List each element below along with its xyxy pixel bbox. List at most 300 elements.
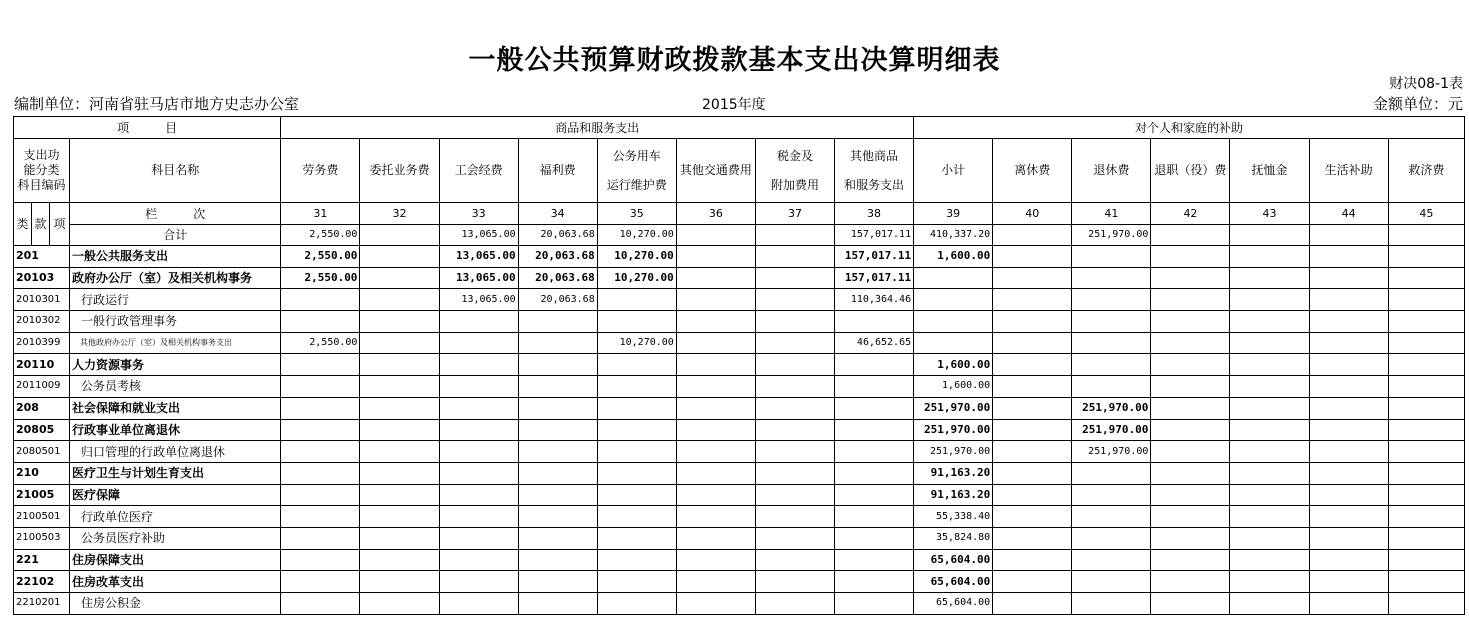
subject-name: 住房公积金: [70, 593, 281, 615]
amount-cell: [1230, 462, 1309, 484]
subject-name: 医疗卫生与计划生育支出: [70, 462, 281, 484]
column-header: [281, 139, 360, 203]
amount-cell: 157,017.11: [835, 267, 914, 289]
amount-cell: [597, 549, 676, 571]
reporting-organization: 编制单位：河南省驻马店市地方史志办公室: [14, 95, 300, 113]
column-header-line-1: 公务用车: [612, 148, 661, 163]
amount-cell: [1309, 246, 1388, 268]
amount-cell: [1230, 571, 1309, 593]
subject-code: 20103: [14, 267, 70, 289]
amount-cell: 2,550.00: [281, 332, 360, 354]
amount-cell: [360, 289, 439, 311]
amount-cell: [597, 571, 676, 593]
amount-cell: [755, 246, 834, 268]
amount-cell: [1388, 354, 1464, 376]
amount-cell: [518, 462, 597, 484]
amount-cell: [360, 549, 439, 571]
amount-cell: [518, 397, 597, 419]
amount-cell: [597, 419, 676, 441]
amount-cell: [1072, 506, 1151, 528]
amount-cell: [1151, 376, 1230, 398]
amount-cell: [1230, 311, 1309, 333]
amount-cell: [360, 506, 439, 528]
column-number: 34: [518, 203, 597, 225]
column-number: 45: [1388, 203, 1464, 225]
amount-cell: [597, 506, 676, 528]
amount-cell: [835, 441, 914, 463]
amount-cell: [1388, 376, 1464, 398]
amount-cell: [439, 441, 518, 463]
amount-cell: 65,604.00: [914, 571, 993, 593]
subject-code: 210: [14, 462, 70, 484]
kuan-header: 款: [32, 203, 50, 246]
subject-code: 208: [14, 397, 70, 419]
column-header-line-1: 税金及: [776, 148, 813, 163]
amount-cell: [518, 527, 597, 549]
function-code-header: [14, 139, 70, 203]
amount-cell: [1388, 484, 1464, 506]
amount-cell: [676, 527, 755, 549]
amount-cell: [1388, 419, 1464, 441]
amount-cell: 10,270.00: [597, 246, 676, 268]
amount-cell: 65,604.00: [914, 593, 993, 615]
amount-cell: [1230, 376, 1309, 398]
amount-cell: [755, 419, 834, 441]
amount-cell: [676, 289, 755, 311]
amount-cell: [1230, 527, 1309, 549]
amount-cell: [835, 397, 914, 419]
subject-code: 2010301: [14, 289, 70, 311]
amount-cell: [360, 267, 439, 289]
column-header: [1072, 139, 1151, 203]
column-header-line-1: 工会经费: [454, 163, 503, 177]
column-header-line-1: 委托业务费: [369, 163, 430, 177]
amount-cell: [281, 441, 360, 463]
amount-cell: [1151, 462, 1230, 484]
subject-name: 一般行政管理事务: [70, 311, 281, 333]
subject-name: 住房改革支出: [70, 571, 281, 593]
amount-cell: [676, 441, 755, 463]
amount-cell: [1309, 311, 1388, 333]
amount-cell: [676, 311, 755, 333]
column-header-spacer: [837, 164, 911, 178]
column-header-spacer: [758, 164, 832, 178]
subject-code: 221: [14, 549, 70, 571]
column-header: [518, 139, 597, 203]
column-index-label: 栏 次: [70, 203, 281, 225]
amount-cell: [914, 311, 993, 333]
column-header-spacer: [600, 164, 674, 178]
subject-code: 22102: [14, 571, 70, 593]
amount-cell: [281, 397, 360, 419]
amount-cell: [1230, 549, 1309, 571]
amount-cell: [281, 549, 360, 571]
amount-cell: [755, 267, 834, 289]
column-number: 35: [597, 203, 676, 225]
amount-cell: [360, 441, 439, 463]
amount-cell: [1309, 484, 1388, 506]
amount-cell: [755, 441, 834, 463]
amount-cell: [835, 571, 914, 593]
amount-cell: [281, 311, 360, 333]
amount-cell: 10,270.00: [597, 332, 676, 354]
amount-cell: [1230, 397, 1309, 419]
column-header: [835, 139, 914, 203]
column-number: 37: [755, 203, 834, 225]
amount-cell: [597, 527, 676, 549]
amount-cell: 46,652.65: [835, 332, 914, 354]
amount-cell: [597, 289, 676, 311]
amount-cell: [755, 506, 834, 528]
column-header: [755, 139, 834, 203]
column-number: 44: [1309, 203, 1388, 225]
amount-cell: [1072, 484, 1151, 506]
amount-cell: [755, 289, 834, 311]
column-header: [1309, 139, 1388, 203]
amount-cell: [1230, 354, 1309, 376]
amount-cell: [360, 332, 439, 354]
subject-code: 2210201: [14, 593, 70, 615]
column-header: [1151, 139, 1230, 203]
amount-cell: [439, 311, 518, 333]
xiang-header: 项: [50, 203, 70, 246]
amount-cell: [1388, 527, 1464, 549]
amount-cell: [676, 246, 755, 268]
amount-cell: [360, 484, 439, 506]
amount-cell: 157,017.11: [835, 246, 914, 268]
subject-name-header: 科目名称: [70, 139, 281, 203]
amount-unit: 金额单位：元: [1372, 95, 1463, 113]
amount-cell: [1309, 289, 1388, 311]
amount-cell: [1072, 571, 1151, 593]
amount-cell: [439, 549, 518, 571]
amount-cell: [993, 419, 1072, 441]
amount-cell: [1072, 376, 1151, 398]
amount-cell: [835, 462, 914, 484]
column-number: 33: [439, 203, 518, 225]
amount-cell: [1230, 506, 1309, 528]
amount-cell: [1388, 332, 1464, 354]
amount-cell: 55,338.40: [914, 506, 993, 528]
amount-cell: [281, 354, 360, 376]
total-cell: [676, 225, 755, 246]
amount-cell: [676, 397, 755, 419]
amount-cell: [1230, 593, 1309, 615]
amount-cell: [676, 549, 755, 571]
amount-cell: [1230, 484, 1309, 506]
amount-cell: [1151, 289, 1230, 311]
amount-cell: [1309, 441, 1388, 463]
amount-cell: [1072, 549, 1151, 571]
amount-cell: [281, 593, 360, 615]
amount-cell: [1072, 593, 1151, 615]
amount-cell: [1151, 311, 1230, 333]
amount-cell: [1072, 354, 1151, 376]
table-row: [14, 441, 1465, 463]
code-label-line-3: 科目编码: [17, 178, 66, 192]
amount-cell: 20,063.68: [518, 267, 597, 289]
subject-name: 住房保障支出: [70, 549, 281, 571]
column-header: [676, 139, 755, 203]
table-row: [14, 419, 1465, 441]
column-number: 36: [676, 203, 755, 225]
amount-cell: [676, 332, 755, 354]
amount-cell: [518, 376, 597, 398]
amount-cell: [1072, 462, 1151, 484]
amount-cell: 1,600.00: [914, 354, 993, 376]
amount-cell: [439, 506, 518, 528]
total-cell: [360, 225, 439, 246]
column-number: 38: [835, 203, 914, 225]
amount-cell: [518, 311, 597, 333]
amount-cell: [597, 354, 676, 376]
amount-cell: 20,063.68: [518, 289, 597, 311]
amount-cell: 251,970.00: [914, 419, 993, 441]
amount-cell: [1151, 441, 1230, 463]
amount-cell: [1388, 462, 1464, 484]
amount-cell: 13,065.00: [439, 267, 518, 289]
column-number: 43: [1230, 203, 1309, 225]
column-header-line-2: 运行维护费: [606, 177, 667, 192]
amount-cell: [993, 246, 1072, 268]
subject-code: 21005: [14, 484, 70, 506]
amount-cell: [281, 289, 360, 311]
amount-cell: [914, 289, 993, 311]
column-header-line-1: 抚恤金: [1251, 163, 1288, 177]
table-row: [14, 246, 1465, 268]
table-row: [14, 289, 1465, 311]
amount-cell: 13,065.00: [439, 246, 518, 268]
amount-cell: 251,970.00: [1072, 419, 1151, 441]
column-number: 32: [360, 203, 439, 225]
amount-cell: [518, 506, 597, 528]
amount-cell: [1388, 593, 1464, 615]
amount-cell: [439, 571, 518, 593]
amount-cell: 10,270.00: [597, 267, 676, 289]
amount-cell: 13,065.00: [439, 289, 518, 311]
amount-cell: [676, 462, 755, 484]
total-cell: 13,065.00: [439, 225, 518, 246]
amount-cell: [755, 593, 834, 615]
amount-cell: [993, 441, 1072, 463]
amount-cell: 91,163.20: [914, 462, 993, 484]
amount-cell: [1309, 571, 1388, 593]
amount-cell: [676, 376, 755, 398]
column-header: [439, 139, 518, 203]
amount-cell: [993, 571, 1072, 593]
subject-name: 人力资源事务: [70, 354, 281, 376]
amount-cell: [1309, 506, 1388, 528]
amount-cell: [281, 376, 360, 398]
table-row: [14, 571, 1465, 593]
table-row: [14, 527, 1465, 549]
table-row: [14, 593, 1465, 615]
subject-code: 20805: [14, 419, 70, 441]
amount-cell: [1309, 354, 1388, 376]
amount-cell: [597, 311, 676, 333]
amount-cell: [439, 462, 518, 484]
amount-cell: [439, 354, 518, 376]
amount-cell: [1151, 593, 1230, 615]
amount-cell: [993, 549, 1072, 571]
subject-code: 20110: [14, 354, 70, 376]
amount-cell: [755, 397, 834, 419]
amount-cell: [597, 376, 676, 398]
code-label-line-1: 支出功: [23, 148, 60, 162]
amount-cell: [1151, 354, 1230, 376]
amount-cell: [1388, 311, 1464, 333]
amount-cell: [1072, 246, 1151, 268]
amount-cell: [676, 593, 755, 615]
amount-cell: [1230, 332, 1309, 354]
total-cell: 20,063.68: [518, 225, 597, 246]
subject-code: 2100503: [14, 527, 70, 549]
amount-cell: [835, 549, 914, 571]
amount-cell: [1151, 506, 1230, 528]
amount-cell: [1309, 397, 1388, 419]
amount-cell: [518, 354, 597, 376]
total-label: 合计: [70, 225, 281, 246]
total-cell: [993, 225, 1072, 246]
column-header-line-1: 救济费: [1408, 163, 1445, 177]
amount-cell: [1309, 462, 1388, 484]
amount-cell: [518, 419, 597, 441]
amount-cell: [1309, 549, 1388, 571]
amount-cell: [1388, 246, 1464, 268]
amount-cell: [360, 527, 439, 549]
amount-cell: [1309, 267, 1388, 289]
subject-name: 政府办公厅（室）及相关机构事务: [70, 267, 281, 289]
amount-cell: [835, 376, 914, 398]
amount-cell: [360, 462, 439, 484]
amount-cell: [1151, 527, 1230, 549]
amount-cell: [281, 571, 360, 593]
total-cell: 2,550.00: [281, 225, 360, 246]
subject-name: 公务员医疗补助: [70, 527, 281, 549]
amount-cell: [1388, 289, 1464, 311]
amount-cell: 110,364.46: [835, 289, 914, 311]
report-title: 一般公共预算财政拨款基本支出决算明细表: [468, 45, 1001, 76]
amount-cell: [835, 354, 914, 376]
column-header: [993, 139, 1072, 203]
amount-cell: [518, 593, 597, 615]
subject-name: 社会保障和就业支出: [70, 397, 281, 419]
amount-cell: 2,550.00: [281, 267, 360, 289]
amount-cell: [1388, 441, 1464, 463]
amount-cell: [1230, 246, 1309, 268]
total-cell: [1388, 225, 1464, 246]
amount-cell: [1388, 571, 1464, 593]
amount-cell: [755, 484, 834, 506]
table-row: [14, 549, 1465, 571]
total-cell: [1151, 225, 1230, 246]
amount-cell: [439, 376, 518, 398]
amount-cell: [993, 289, 1072, 311]
amount-cell: [597, 441, 676, 463]
goods-services-group-header: 商品和服务支出: [281, 117, 914, 139]
subject-name: 一般公共服务支出: [70, 246, 281, 268]
total-cell: [1309, 225, 1388, 246]
amount-cell: [1072, 289, 1151, 311]
amount-cell: 251,970.00: [1072, 397, 1151, 419]
column-header-line-2: 和服务支出: [844, 177, 905, 192]
amount-cell: [835, 419, 914, 441]
amount-cell: [1072, 311, 1151, 333]
amount-cell: [360, 376, 439, 398]
amount-cell: 251,970.00: [914, 397, 993, 419]
amount-cell: [1388, 267, 1464, 289]
amount-cell: 1,600.00: [914, 376, 993, 398]
amount-cell: [439, 419, 518, 441]
total-cell: 251,970.00: [1072, 225, 1151, 246]
amount-cell: [1072, 527, 1151, 549]
amount-cell: [676, 484, 755, 506]
subject-name: 行政单位医疗: [70, 506, 281, 528]
amount-cell: [993, 354, 1072, 376]
table-row: [14, 376, 1465, 398]
subject-name: 行政事业单位离退休: [70, 419, 281, 441]
subject-name: 公务员考核: [70, 376, 281, 398]
amount-cell: [993, 593, 1072, 615]
amount-cell: [993, 484, 1072, 506]
amount-cell: [360, 354, 439, 376]
amount-cell: [1309, 376, 1388, 398]
amount-cell: [518, 571, 597, 593]
amount-cell: [835, 506, 914, 528]
amount-cell: [360, 397, 439, 419]
total-cell: [755, 225, 834, 246]
amount-cell: [360, 311, 439, 333]
total-cell: 410,337.20: [914, 225, 993, 246]
amount-cell: [1388, 506, 1464, 528]
amount-cell: [597, 462, 676, 484]
amount-cell: [835, 593, 914, 615]
amount-cell: [993, 527, 1072, 549]
amount-cell: [676, 506, 755, 528]
amount-cell: [755, 527, 834, 549]
subject-name: 行政运行: [70, 289, 281, 311]
amount-cell: [993, 376, 1072, 398]
amount-cell: [755, 332, 834, 354]
subject-code: 2100501: [14, 506, 70, 528]
table-row: [14, 397, 1465, 419]
amount-cell: [1388, 397, 1464, 419]
expenditure-table: [13, 116, 1465, 615]
amount-cell: [755, 462, 834, 484]
total-cell: [1230, 225, 1309, 246]
amount-cell: [993, 267, 1072, 289]
amount-cell: [1151, 246, 1230, 268]
amount-cell: [1230, 419, 1309, 441]
table-row: [14, 267, 1465, 289]
amount-cell: [597, 397, 676, 419]
column-header-line-2: 附加费用: [770, 177, 819, 192]
amount-cell: [1151, 397, 1230, 419]
column-header-line-1: 小计: [941, 163, 966, 177]
amount-cell: [993, 311, 1072, 333]
column-header-line-1: 福利费: [539, 163, 576, 177]
amount-cell: [518, 549, 597, 571]
amount-cell: [1151, 332, 1230, 354]
form-number: 财决08-1表: [1389, 76, 1463, 92]
amount-cell: [439, 484, 518, 506]
column-header: [360, 139, 439, 203]
amount-cell: [1309, 332, 1388, 354]
report-year: 2015年度: [702, 97, 766, 113]
amount-cell: [755, 549, 834, 571]
subject-name: 其他政府办公厅（室）及相关机构事务支出: [70, 332, 281, 354]
amount-cell: [281, 506, 360, 528]
